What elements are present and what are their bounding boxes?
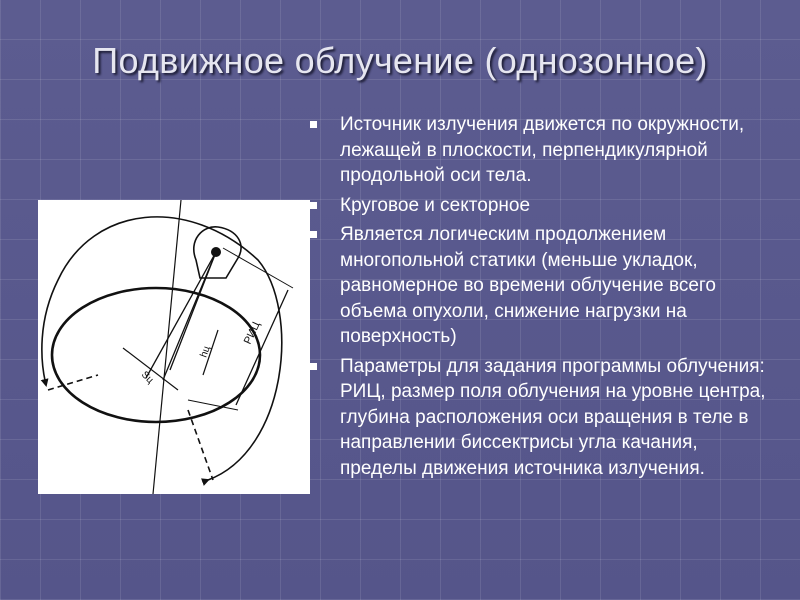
label-ric: РИЦ	[241, 319, 263, 347]
bullet-text: Источник излучения движется по окружности, лежащей в плоскости, перпендикулярной продольной оси тела.	[340, 114, 745, 186]
label-hc: hц	[198, 344, 213, 360]
square-bullet-icon	[310, 121, 317, 128]
sector-edge-left	[48, 375, 98, 390]
sector-edge-right	[188, 410, 213, 480]
square-bullet-icon	[310, 363, 317, 370]
square-bullet-icon	[310, 231, 317, 238]
bullet-item	[308, 354, 778, 482]
bullet-item	[308, 112, 778, 189]
bullet-item	[308, 222, 778, 350]
beam-ray	[146, 252, 216, 378]
source-point	[211, 247, 221, 257]
bullet-list	[308, 112, 778, 485]
bullet-text: Круговое и секторное	[340, 194, 531, 216]
diagram-svg	[38, 200, 310, 494]
bullet-item	[308, 193, 778, 219]
ric-line	[236, 290, 288, 405]
rotation-irradiation-diagram	[38, 200, 310, 494]
label-sc: Sц	[138, 369, 156, 386]
bullet-text: Является логическим продолжением многопольной статики (меньше укладок, равномерное во времени облучение всего объема опухоли, снижение нагрузки на поверхность)	[340, 224, 716, 347]
slide-title: Подвижное облучение (однозонное)	[92, 40, 708, 81]
bullet-text: Параметры для задания программы облучения: РИЦ, размер поля облучения на уровне центра, глубина расположения оси вращения в теле в направлении биссектрисы угла качания, пределы движения источника излучения.	[340, 355, 766, 479]
square-bullet-icon	[310, 202, 317, 209]
body-outline	[52, 288, 260, 422]
